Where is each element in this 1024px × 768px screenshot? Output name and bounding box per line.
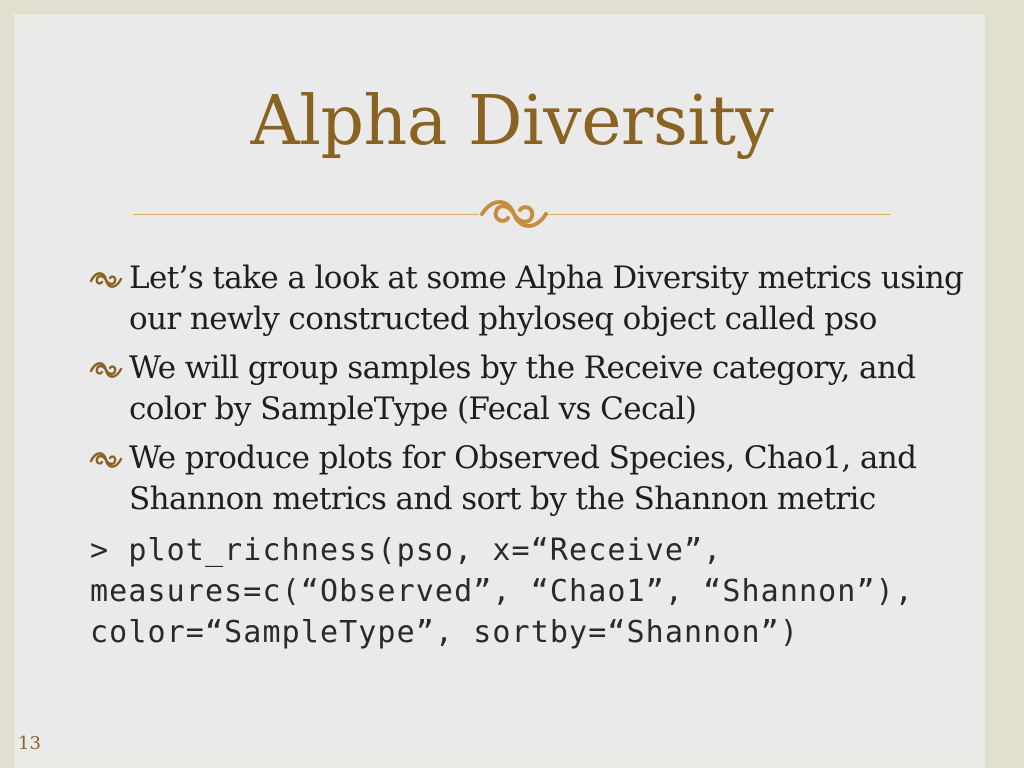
code-line: color=“SampleType”, sortby=“Shannon”) bbox=[90, 615, 799, 650]
bullet-text: Let’s take a look at some Alpha Diversity metrics using our newly constructed phyloseq object called pso bbox=[129, 260, 964, 337]
bullet-item bbox=[88, 258, 988, 340]
bullet-list bbox=[88, 258, 988, 528]
title-divider-left bbox=[133, 214, 479, 215]
swirl-bullet-icon bbox=[88, 447, 124, 473]
bullet-text: We produce plots for Observed Species, Chao1, and Shannon metrics and sort by the Shannon metric bbox=[129, 440, 917, 517]
bullet-item bbox=[88, 348, 988, 430]
swirl-bullet-icon bbox=[88, 357, 124, 383]
page-number: 13 bbox=[18, 733, 41, 754]
bullet-item bbox=[88, 438, 988, 520]
swirl-bullet-icon bbox=[88, 267, 124, 293]
title-divider-right bbox=[546, 214, 890, 215]
code-line: > plot_richness(pso, x=“Receive”, bbox=[90, 533, 723, 568]
code-block bbox=[90, 530, 990, 653]
slide-title: Alpha Diversity bbox=[250, 82, 774, 161]
code-line: measures=c(“Observed”, “Chao1”, “Shannon”), bbox=[90, 574, 914, 609]
bullet-text: We will group samples by the Receive category, and color by SampleType (Fecal vs Cecal) bbox=[129, 350, 916, 427]
swirl-ornament-icon bbox=[478, 190, 550, 238]
